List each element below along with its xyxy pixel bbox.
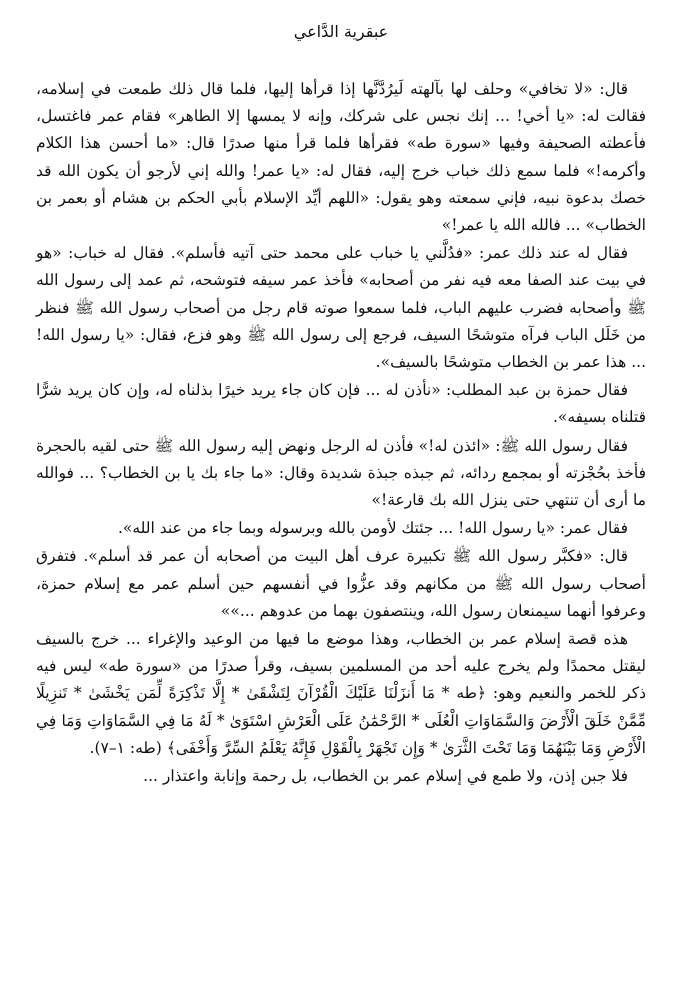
paragraph-5: فقال عمر: «يا رسول الله! ... جئتك لأومن بالله وبرسوله وبما جاء من عند الله». [117,519,628,538]
body-text [36,76,646,790]
paragraph-7: هذه قصة إسلام عمر بن الخطاب، وهذا موضع ما فيها من الوعيد والإغراء ... خرج بالسيف ليقتل محمدًا ولم يخرج عليه أحد من المسلمين بسيف، وقرأ صدرًا من «سورة طه» ليس فيه ذكر للخمر والنعيم وهو: ﴿طه * مَا أَنزَلْنَا عَلَيْكَ الْقُرْآنَ لِتَشْقَىٰ * إِلَّا تَذْكِرَةً لِّمَن يَخْشَىٰ * تَنزِيلًا مِّمَّنْ خَلَقَ الْأَرْضَ وَالسَّمَاوَاتِ الْعُلَى * الرَّحْمَٰنُ عَلَى الْعَرْشِ اسْتَوَىٰ * لَهُ مَا فِي السَّمَاوَاتِ وَمَا فِي الْأَرْضِ وَمَا بَيْنَهُمَا وَمَا تَحْتَ الثَّرَىٰ * وَإِن تَجْهَرْ بِالْقَوْلِ فَإِنَّهُ يَعْلَمُ السِّرَّ وَأَخْفَى﴾ (طه: ١–٧). [36,630,646,757]
paragraph-2: فقال له عند ذلك عمر: «فدُلَّني يا خباب على محمد حتى آتيه فأسلم». فقال له خباب: «هو في بيت عند الصفا معه فيه نفر من أصحابه» فأخذ عمر سيفه فتوشحه، ثم عمد إلى رسول الله ﷺ وأصحابه فضرب عليهم الباب، فلما سمعوا صوته قام رجل من أصحاب رسول الله ﷺ فنظر من خَلَل الباب فرآه متوشحًا السيف، فرجع إلى رسول الله ﷺ وهو فزع، فقال: «يا رسول الله! ... هذا عمر بن الخطاب متوشحًا بالسيف». [36,244,646,372]
running-header-title: عبقرية الدَّاعي [293,22,389,41]
paragraph-3: فقال حمزة بن عبد المطلب: «نأذن له ... فإن كان جاء يريد خيرًا بذلناه له، وإن كان يريد شرًّا قتلناه بسيفه». [36,381,646,427]
book-page [36,0,646,1000]
paragraph-4: فقال رسول الله ﷺ: «ائذن له!» فأذن له الرجل ونهض إليه رسول الله ﷺ حتى لقيه بالحجرة فأخذ بحُجْزته أو بمجمع ردائه، ثم جبذه جبذة شديدة وقال: «ما جاء بك يا بن الخطاب؟ ... فوالله ما أرى أن تنتهي حتى ينزل الله بك قارعة!» [36,436,646,510]
paragraph-8: فلا جبن إذن، ولا طمع في إسلام عمر بن الخطاب، بل رحمة وإنابة واعتذار ... [143,767,628,786]
paragraph-6: قال: «فكبَّر رسول الله ﷺ تكبيرة عرف أهل البيت من أصحابه أن عمر قد أسلم». فتفرق أصحاب رسول الله ﷺ من مكانهم وقد عزُّوا في أنفسهم حين أسلم عمر مع إسلام حمزة، وعرفوا أنهما سيمنعان رسول الله، وينتصفون بهما من عدوهم ...»» [36,547,646,620]
paragraph-1: قال: «لا تخافي» وحلف لها بآلهته لَيرُدَّنَّها إذا قرأها إليها، فلما قال ذلك طمعت في إسلامه، فقالت له: «يا أخي! ... إنك نجس على شركك، وإنه لا يمسها إلا الطاهر» فقام عمر فاغتسل، فأعطته الصحيفة وفيها «سورة طه» فقرأها فلما قرأ منها صدرًا قال: «ما أحسن هذا الكلام وأكرمه!» فلما سمع ذلك خباب خرج إليه، فقال له: «يا عمر! والله إني لأرجو أن يكون الله قد خصك بدعوة نبيه، فإني سمعته وهو يقول: «اللهم أيِّد الإسلام بأبي الحكم بن هشام أو بعمر بن الخطاب» ... فالله الله يا عمر!» [36,80,646,235]
